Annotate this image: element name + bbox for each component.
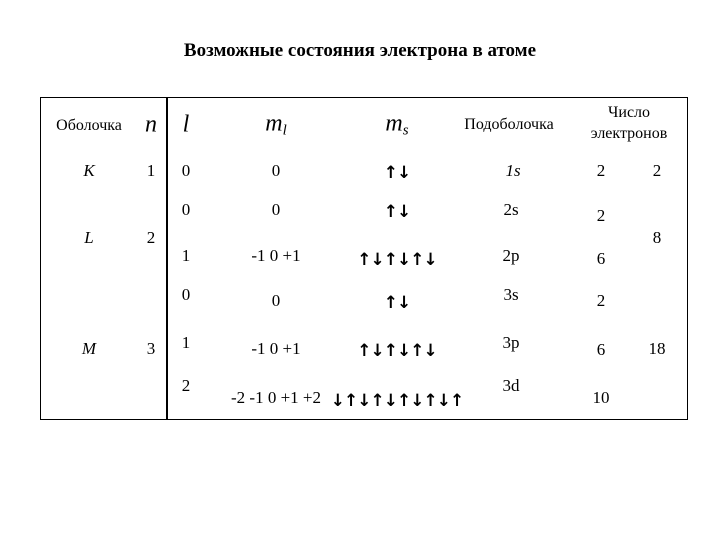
column-divider-n-left	[167, 98, 168, 420]
row-3s-count: 2	[596, 291, 606, 310]
header-ml-base: m	[265, 110, 283, 137]
header-ml	[265, 111, 287, 140]
shell-k: K	[83, 161, 95, 180]
row-3s-ml: 0	[271, 291, 281, 310]
row-3p-l: 1	[181, 333, 191, 352]
header-n: n	[145, 111, 157, 138]
row-2s-ms: ↑↓	[383, 202, 411, 222]
row-3d-l: 2	[181, 376, 191, 395]
row-2p-count: 6	[596, 249, 606, 268]
page-title: Возможные состояния электрона в атоме	[183, 40, 537, 61]
row-3p-ms: ↑↓↑↓↑↓	[357, 341, 437, 361]
row-1s-count: 2	[596, 161, 606, 180]
row-3d-subshell: 3d	[502, 376, 520, 395]
row-3p-count: 6	[596, 340, 606, 359]
row-2s-subshell: 2s	[503, 200, 519, 219]
n-value-k: 1	[146, 161, 156, 180]
header-ml-sub: l	[282, 122, 287, 139]
header-count-line2: электронов	[590, 125, 668, 142]
row-3d-count: 10	[592, 388, 610, 407]
row-2s-l: 0	[181, 200, 191, 219]
header-ms	[385, 111, 408, 140]
n-value-m: 3	[146, 339, 156, 358]
row-1s-ms: ↑↓	[383, 163, 411, 183]
n-value-l: 2	[146, 228, 156, 247]
row-3s-l: 0	[181, 285, 191, 304]
header-l: l	[182, 111, 190, 138]
row-1s-subshell: 1s	[505, 161, 521, 180]
header-count-line1: Число	[607, 104, 651, 121]
row-1s-l: 0	[181, 161, 191, 180]
row-1s-ml: 0	[271, 161, 281, 180]
row-2p-subshell: 2p	[502, 246, 520, 265]
row-2s-count: 2	[596, 206, 606, 225]
header-ms-base: m	[385, 110, 403, 137]
shell-m-total: 18	[648, 339, 666, 358]
row-2p-l: 1	[181, 246, 191, 265]
row-2p-ml: -1 0 +1	[251, 246, 301, 265]
shell-k-total: 2	[652, 161, 662, 180]
header-subshell: Подоболочка	[464, 116, 554, 133]
row-3s-subshell: 3s	[503, 285, 519, 304]
row-3d-ml: -2 -1 0 +1 +2	[231, 388, 321, 407]
row-2p-ms: ↑↓↑↓↑↓	[357, 250, 437, 270]
row-3p-ml: -1 0 +1	[251, 339, 301, 358]
shell-l: L	[84, 228, 94, 247]
row-2s-ml: 0	[271, 200, 281, 219]
header-ms-sub: s	[402, 122, 409, 139]
row-3s-ms: ↑↓	[383, 293, 411, 313]
row-3p-subshell: 3p	[502, 333, 520, 352]
row-3d-ms: ↓↑↓↑↓↑↓↑↓↑	[330, 391, 464, 411]
shell-l-total: 8	[652, 228, 662, 247]
column-divider-n-l	[166, 97, 167, 420]
header-shell: Оболочка	[56, 117, 122, 134]
shell-m: M	[81, 339, 97, 358]
